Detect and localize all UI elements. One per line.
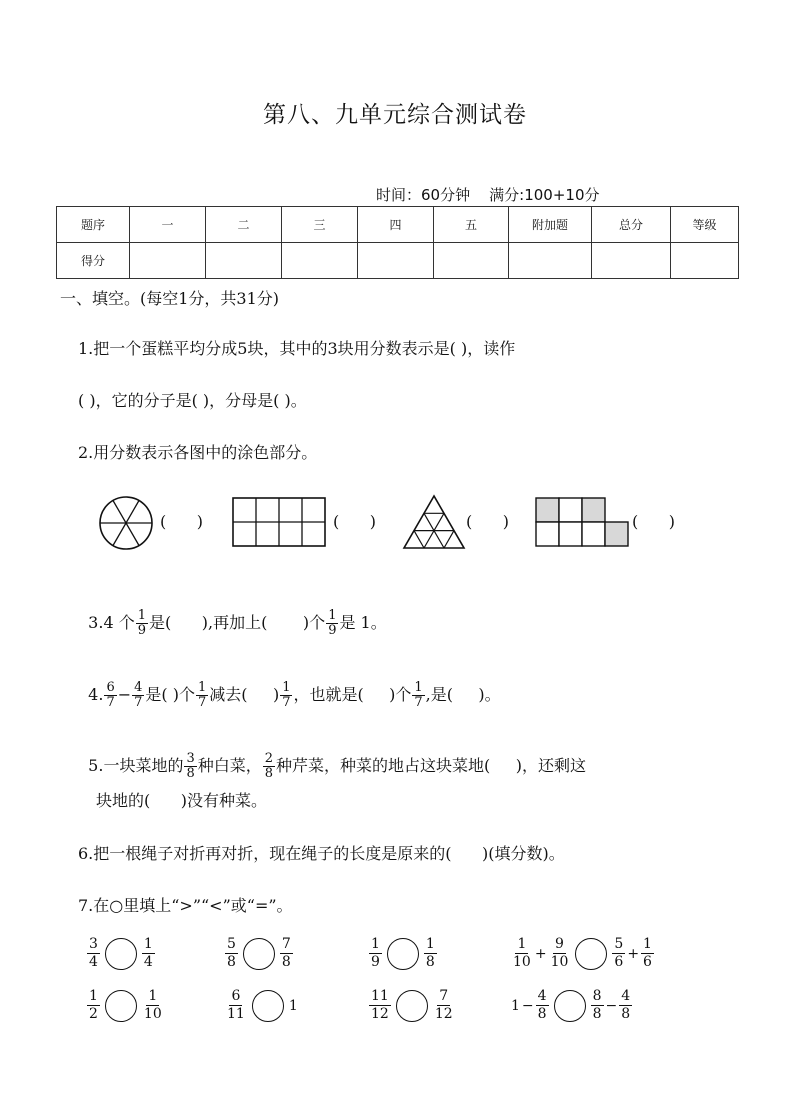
denominator: 10 [550, 954, 569, 970]
plus-sign: + [534, 945, 547, 962]
denominator: 8 [621, 1006, 631, 1022]
numerator: 5 [227, 936, 236, 952]
compare-item [224, 988, 299, 1023]
q4-text: ,是( )。 [425, 685, 501, 704]
q5-text: 种芹菜，种菜的地占这块菜地( )，还剩这 [276, 756, 586, 775]
numerator: 4 [134, 680, 143, 695]
question-4 [78, 662, 501, 710]
score-cell[interactable] [592, 243, 671, 279]
fraction [641, 936, 654, 971]
numerator: 11 [371, 988, 389, 1004]
numerator: 1 [328, 608, 337, 623]
numerator: 1 [148, 988, 158, 1004]
numerator: 1 [425, 936, 435, 952]
score-header: 二 [206, 207, 282, 243]
denominator: 4 [89, 954, 98, 970]
q4-text: 4. [88, 685, 104, 704]
minus-sign: − [605, 997, 618, 1014]
denominator: 9 [371, 954, 380, 970]
question-7-text: 7.在○里填上“>”“<”或“=”。 [78, 896, 293, 915]
numerator: 1 [282, 680, 291, 695]
score-header: 附加题 [509, 207, 592, 243]
compare-circle[interactable] [575, 938, 607, 970]
answer-blank[interactable]: ( ) [160, 512, 203, 531]
numerator: 6 [106, 680, 115, 695]
score-header: 题序 [57, 207, 130, 243]
denominator: 4 [143, 954, 153, 970]
fraction [225, 936, 238, 971]
score-header: 四 [358, 207, 434, 243]
question-3 [78, 590, 387, 638]
q4-text: ，也就是( )个 [293, 685, 412, 704]
fraction [612, 936, 625, 971]
compare-circle[interactable] [243, 938, 275, 970]
minus-sign: − [117, 685, 132, 704]
circle-figure [100, 497, 152, 549]
score-row-label: 得分 [57, 243, 130, 279]
denominator: 8 [227, 954, 236, 970]
score-header: 总分 [592, 207, 671, 243]
fraction [424, 936, 437, 971]
question-6: 6.把一根绳子对折再对折，现在绳子的长度是原来的( )(填分数)。 [78, 844, 565, 863]
numerator: 3 [186, 751, 195, 766]
score-cell[interactable] [509, 243, 592, 279]
compare-item [86, 936, 156, 971]
score-cell[interactable] [206, 243, 282, 279]
question-5-line2: 块地的( )没有种菜。 [96, 791, 268, 810]
denominator: 9 [328, 623, 337, 638]
numerator: 1 [414, 680, 423, 695]
compare-circle[interactable] [387, 938, 419, 970]
fraction [412, 681, 424, 710]
compare-item [224, 936, 294, 971]
denominator: 8 [537, 1006, 547, 1022]
fraction [511, 936, 533, 971]
compare-item [368, 936, 438, 971]
numerator: 1 [143, 936, 153, 952]
denominator: 12 [371, 1006, 389, 1022]
question-2-text: 2.用分数表示各图中的涂色部分。 [78, 443, 318, 462]
compare-item [510, 936, 655, 971]
numerator: 1 [371, 936, 380, 952]
denominator: 8 [186, 766, 195, 781]
question-1-line2: ( )，它的分子是( )，分母是( )。 [78, 391, 307, 410]
q4-text: 减去( ) [209, 685, 280, 704]
score-table [56, 206, 739, 279]
numerator: 9 [555, 936, 564, 952]
fraction [280, 936, 293, 971]
compare-item [368, 988, 456, 1023]
answer-blank[interactable]: ( ) [466, 512, 509, 531]
numerator: 1 [137, 608, 146, 623]
compare-item [510, 988, 633, 1023]
whole-number: 1 [511, 997, 520, 1014]
denominator: 9 [137, 623, 146, 638]
score-cell[interactable] [282, 243, 358, 279]
minus-sign: − [521, 997, 534, 1014]
compare-circle[interactable] [105, 990, 137, 1022]
compare-circle[interactable] [396, 990, 428, 1022]
compare-circle[interactable] [105, 938, 137, 970]
score-table-header-row [57, 207, 739, 243]
numerator: 1 [197, 680, 207, 695]
q4-text: 是( )个 [145, 685, 195, 704]
denominator: 8 [281, 954, 291, 970]
fraction [142, 988, 164, 1023]
denominator: 2 [89, 1006, 98, 1022]
denominator: 7 [282, 695, 291, 710]
numerator: 5 [614, 936, 624, 952]
score-cell[interactable] [671, 243, 739, 279]
plus-sign: + [627, 945, 640, 962]
fraction [433, 988, 455, 1023]
denominator: 12 [434, 1006, 453, 1022]
question-1-line1: 1.把一个蛋糕平均分成5块，其中的3块用分数表示是( )，读作 [78, 339, 516, 358]
fraction [104, 681, 116, 710]
fraction [619, 988, 632, 1023]
fraction [549, 936, 571, 971]
q3-text-a: 3.4 个 [88, 613, 135, 632]
denominator: 7 [106, 695, 115, 710]
score-header: 三 [282, 207, 358, 243]
fraction [87, 988, 100, 1023]
score-table-row [57, 243, 739, 279]
fraction [536, 988, 549, 1023]
compare-circle[interactable] [554, 990, 586, 1022]
fraction [225, 988, 247, 1023]
fraction [87, 936, 100, 971]
fraction [136, 609, 148, 638]
fraction [132, 681, 144, 710]
numerator: 1 [89, 988, 98, 1004]
score-cell[interactable] [434, 243, 509, 279]
question-5-line1 [78, 733, 586, 781]
score-cell[interactable] [358, 243, 434, 279]
denominator: 7 [414, 695, 423, 710]
section-heading: 一、填空。(每空1分，共31分) [60, 289, 280, 308]
q3-text-b: 是( ),再加上( )个 [149, 613, 326, 632]
score-cell[interactable] [130, 243, 206, 279]
q3-text-c: 是 1。 [339, 613, 387, 632]
denominator: 10 [513, 954, 531, 970]
stepped-grid-figure [536, 498, 628, 546]
fraction [196, 681, 208, 710]
numerator: 6 [231, 988, 241, 1004]
compare-item [86, 988, 165, 1023]
denominator: 10 [143, 1006, 162, 1022]
numerator: 4 [537, 988, 547, 1004]
exam-info: 时间：60分钟 满分:100+10分 [376, 186, 600, 204]
score-header: 一 [130, 207, 206, 243]
denominator: 8 [425, 954, 435, 970]
fraction [184, 752, 196, 781]
numerator: 4 [621, 988, 631, 1004]
numerator: 2 [264, 751, 274, 766]
fraction [369, 936, 382, 971]
fraction [280, 681, 292, 710]
fraction [591, 988, 604, 1023]
triangle-figure [404, 496, 464, 548]
denominator: 8 [592, 1006, 602, 1022]
numerator: 1 [517, 936, 527, 952]
numerator: 8 [592, 988, 602, 1004]
denominator: 11 [227, 1006, 245, 1022]
numerator: 7 [281, 936, 291, 952]
fraction [142, 936, 155, 971]
q5-text: 种白菜， [197, 756, 262, 775]
answer-blank[interactable]: ( ) [632, 512, 675, 531]
numerator: 1 [643, 936, 652, 952]
score-header: 五 [434, 207, 509, 243]
q5-text: 5.一块菜地的 [88, 756, 184, 775]
compare-circle[interactable] [252, 990, 284, 1022]
fraction [326, 609, 338, 638]
score-header: 等级 [671, 207, 739, 243]
fraction [369, 988, 391, 1023]
denominator: 6 [614, 954, 624, 970]
whole-number: 1 [288, 997, 298, 1014]
denominator: 7 [197, 695, 207, 710]
denominator: 6 [643, 954, 652, 970]
fraction [263, 752, 275, 781]
page-title: 第八、九单元综合测试卷 [263, 102, 527, 128]
rectangle-grid-figure [233, 498, 325, 546]
numerator: 3 [89, 936, 98, 952]
denominator: 7 [134, 695, 143, 710]
answer-blank[interactable]: ( ) [333, 512, 376, 531]
denominator: 8 [264, 766, 274, 781]
numerator: 7 [439, 988, 449, 1004]
